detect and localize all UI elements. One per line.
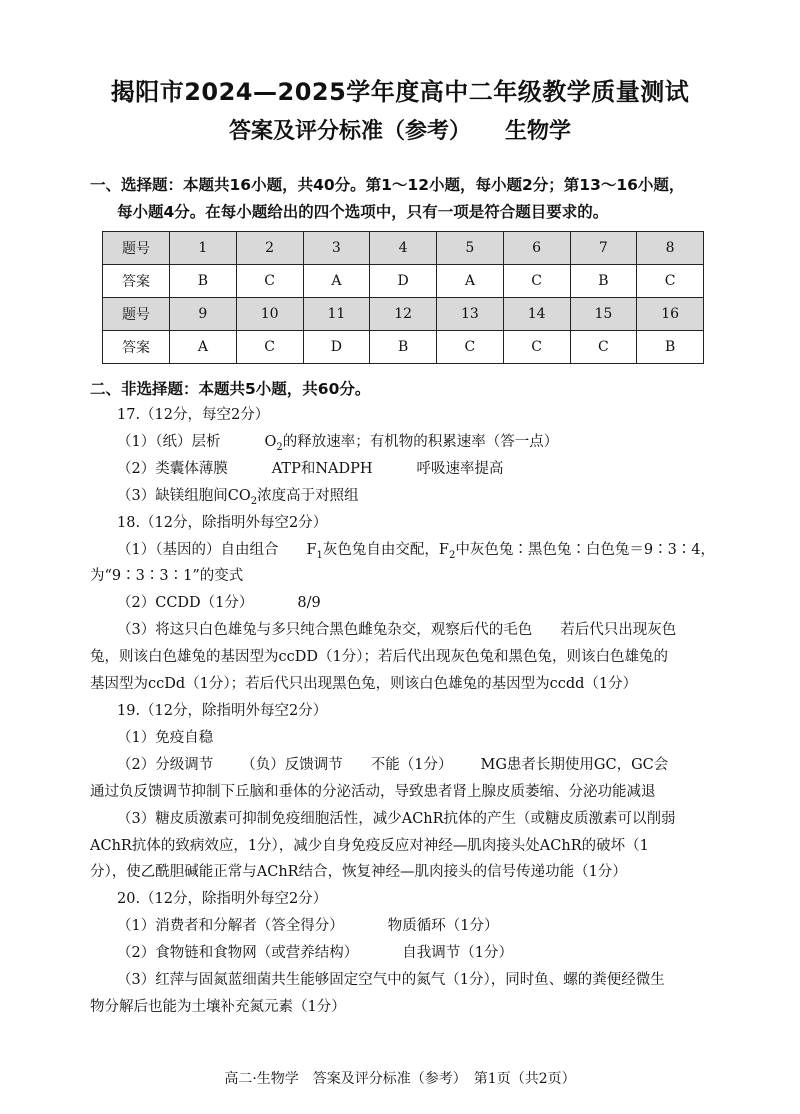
q18-part-3 — [90, 617, 724, 644]
answer-body — [90, 402, 724, 1021]
q20-1-answer-a: （1）消费者和分解者（答全得分） — [117, 918, 344, 935]
answer-cell: C — [236, 331, 303, 364]
q20-part-1 — [90, 913, 724, 940]
q17-3-answer-a: （3）缺镁组胞间CO — [117, 487, 251, 504]
answer-cell: A — [303, 265, 370, 298]
question-number-cell: 13 — [437, 298, 504, 331]
page-subtitle — [0, 114, 800, 145]
question-number-cell: 7 — [570, 232, 637, 265]
q17-part-3 — [90, 483, 724, 510]
question-number-row — [103, 298, 704, 331]
question-number-cell: 4 — [370, 232, 437, 265]
answer-row — [103, 265, 704, 298]
q18-3-answer-a: （3）将这只白色雄兔与多只纯合黑色雌兔杂交，观察后代的毛色 — [117, 622, 533, 639]
q18-part-1 — [90, 537, 724, 564]
question-number-cell: 1 — [170, 232, 237, 265]
question-number-cell: 16 — [637, 298, 704, 331]
answer-cell: C — [503, 331, 570, 364]
q18-1-answer-b: F — [306, 541, 317, 558]
q17-1-answer-b: O — [264, 433, 277, 450]
q17-2-answer-b: ATP和NADPH — [271, 460, 373, 477]
q17-3-answer-b: 浓度高于对照组 — [257, 487, 359, 504]
q18-3-answer-b: 若后代只出现灰色 — [560, 622, 677, 639]
q18-1-answer-c: 灰色兔自由交配，F — [322, 541, 449, 558]
q18-part-3-cont-1: 兔，则该白色雄兔的基因型为ccDD（1分）；若后代出现灰色兔和黑色兔，则该白色雄兔的 — [90, 649, 668, 666]
question-number-cell: 2 — [236, 232, 303, 265]
q18-part-1-cont: 为“9∶3∶3∶1”的变式 — [90, 568, 244, 585]
question-number-cell: 5 — [437, 232, 504, 265]
answer-cell: B — [570, 265, 637, 298]
q18-1-subscript-2: 2 — [448, 549, 456, 561]
page-footer: 高二·生物学 答案及评分标准（参考） 第1页（共2页） — [224, 1071, 576, 1087]
question-number-cell: 9 — [170, 298, 237, 331]
q19-2-answer-a: （2）分级调节 — [117, 756, 214, 773]
answer-cell: C — [570, 331, 637, 364]
q17-1-answer-c: 的释放速率；有机物的积累速率（答一点） — [282, 433, 559, 450]
question-number-cell: 10 — [236, 298, 303, 331]
q17-1-subscript: 2 — [276, 441, 283, 453]
q18-heading: 18.（12分，除指明外每空2分） — [117, 514, 328, 531]
q20-1-answer-b: 物质循环（1分） — [387, 918, 499, 935]
section-1-line-2: 每小题4分。在每小题给出的四个选项中，只有一项是符合题目要求的。 — [117, 203, 609, 221]
answer-label: 答案 — [103, 331, 170, 364]
q20-part-3-cont: 物分解后也能为土壤补充氮元素（1分） — [90, 998, 346, 1015]
q17-heading: 17.（12分，每空2分） — [117, 407, 270, 423]
question-number-cell: 8 — [637, 232, 704, 265]
question-number-cell: 11 — [303, 298, 370, 331]
section-1-line-1: 一、选择题：本题共16小题，共40分。第1～12小题，每小题2分；第13～16小题， — [90, 176, 685, 194]
answer-cell: B — [637, 331, 704, 364]
question-number-cell: 6 — [503, 232, 570, 265]
q19-part-3: （3）糖皮质激素可抑制免疫细胞活性，减少AChR抗体的产生（或糖皮质激素可以削弱 — [117, 810, 676, 827]
q18-1-subscript-1: 1 — [316, 549, 323, 561]
q20-2-answer-a: （2）食物链和食物网（或营养结构） — [117, 945, 359, 962]
q19-2-answer-c: 不能（1分） — [370, 756, 453, 773]
question-number-cell: 15 — [570, 298, 637, 331]
q20-2-answer-b: 自我调节（1分） — [402, 945, 513, 962]
q19-part-2-cont: 通过负反馈调节抑制下丘脑和垂体的分泌活动，导致患者肾上腺皮质萎缩、分泌功能减退 — [90, 783, 656, 800]
q20-part-2 — [90, 940, 724, 967]
question-number-label: 题号 — [103, 232, 170, 265]
question-number-cell: 14 — [503, 298, 570, 331]
section-2-heading: 二、非选择题：本题共5小题，共60分。 — [90, 380, 371, 398]
answer-label: 答案 — [103, 265, 170, 298]
answer-cell: C — [503, 265, 570, 298]
answer-cell: A — [170, 331, 237, 364]
q19-part-3-cont-1: AChR抗体的致病效应，1分），减少自身免疫反应对神经—肌肉接头处AChR的破坏（1 — [90, 837, 649, 854]
q20-heading: 20.（12分，除指明外每空2分） — [117, 891, 328, 908]
section-1-heading — [90, 172, 730, 226]
q17-part-2 — [90, 456, 724, 483]
q18-1-answer-d: 中灰色兔∶黑色兔∶白色兔＝9∶3∶4， — [455, 541, 716, 558]
q20-part-3: （3）红萍与固氮蓝细菌共生能够固定空气中的氮气（1分），同时鱼、螺的粪便经微生 — [117, 972, 665, 989]
answer-cell: B — [370, 331, 437, 364]
q17-1-answer-a: （1）（纸）层析 — [117, 433, 221, 450]
answer-row — [103, 331, 704, 364]
subject-label: 生物学 — [505, 119, 572, 144]
answer-cell: C — [236, 265, 303, 298]
q19-part-1: （1）免疫自稳 — [117, 729, 214, 746]
subtitle-text: 答案及评分标准（参考） — [228, 119, 471, 144]
question-number-cell: 12 — [370, 298, 437, 331]
q19-heading: 19.（12分，除指明外每空2分） — [117, 702, 328, 719]
q18-part-2 — [90, 590, 724, 617]
answer-cell: D — [303, 331, 370, 364]
q18-1-answer-a: （1）（基因的）自由组合 — [117, 541, 279, 558]
answer-cell: C — [637, 265, 704, 298]
q18-2-answer-a: （2）CCDD（1分） — [117, 595, 254, 612]
question-number-row — [103, 232, 704, 265]
q17-2-answer-a: （2）类囊体薄膜 — [117, 460, 228, 477]
q19-part-2 — [90, 752, 724, 779]
q18-2-answer-b: 8/9 — [297, 595, 321, 612]
q17-3-subscript: 2 — [250, 495, 258, 507]
q17-part-1 — [90, 429, 724, 456]
answer-cell: B — [170, 265, 237, 298]
q19-2-answer-d: MG患者长期使用GC，GC会 — [480, 756, 669, 773]
q19-part-3-cont-2: 分），使乙酰胆碱能正常与AChR结合，恢复神经—肌肉接头的信号传递功能（1分） — [90, 864, 627, 881]
q17-2-answer-c: 呼吸速率提高 — [416, 460, 504, 477]
page-title: 揭阳市2024—2025学年度高中二年级教学质量测试 — [110, 78, 690, 106]
answer-cell: C — [437, 331, 504, 364]
answer-cell: A — [437, 265, 504, 298]
question-number-cell: 3 — [303, 232, 370, 265]
answer-cell: D — [370, 265, 437, 298]
q19-2-answer-b: （负）反馈调节 — [241, 756, 343, 773]
question-number-label: 题号 — [103, 298, 170, 331]
q18-part-3-cont-2: 基因型为ccDd（1分）；若后代只出现黑色兔，则该白色雄兔的基因型为ccdd（1分） — [90, 676, 638, 693]
answer-table — [102, 231, 704, 364]
